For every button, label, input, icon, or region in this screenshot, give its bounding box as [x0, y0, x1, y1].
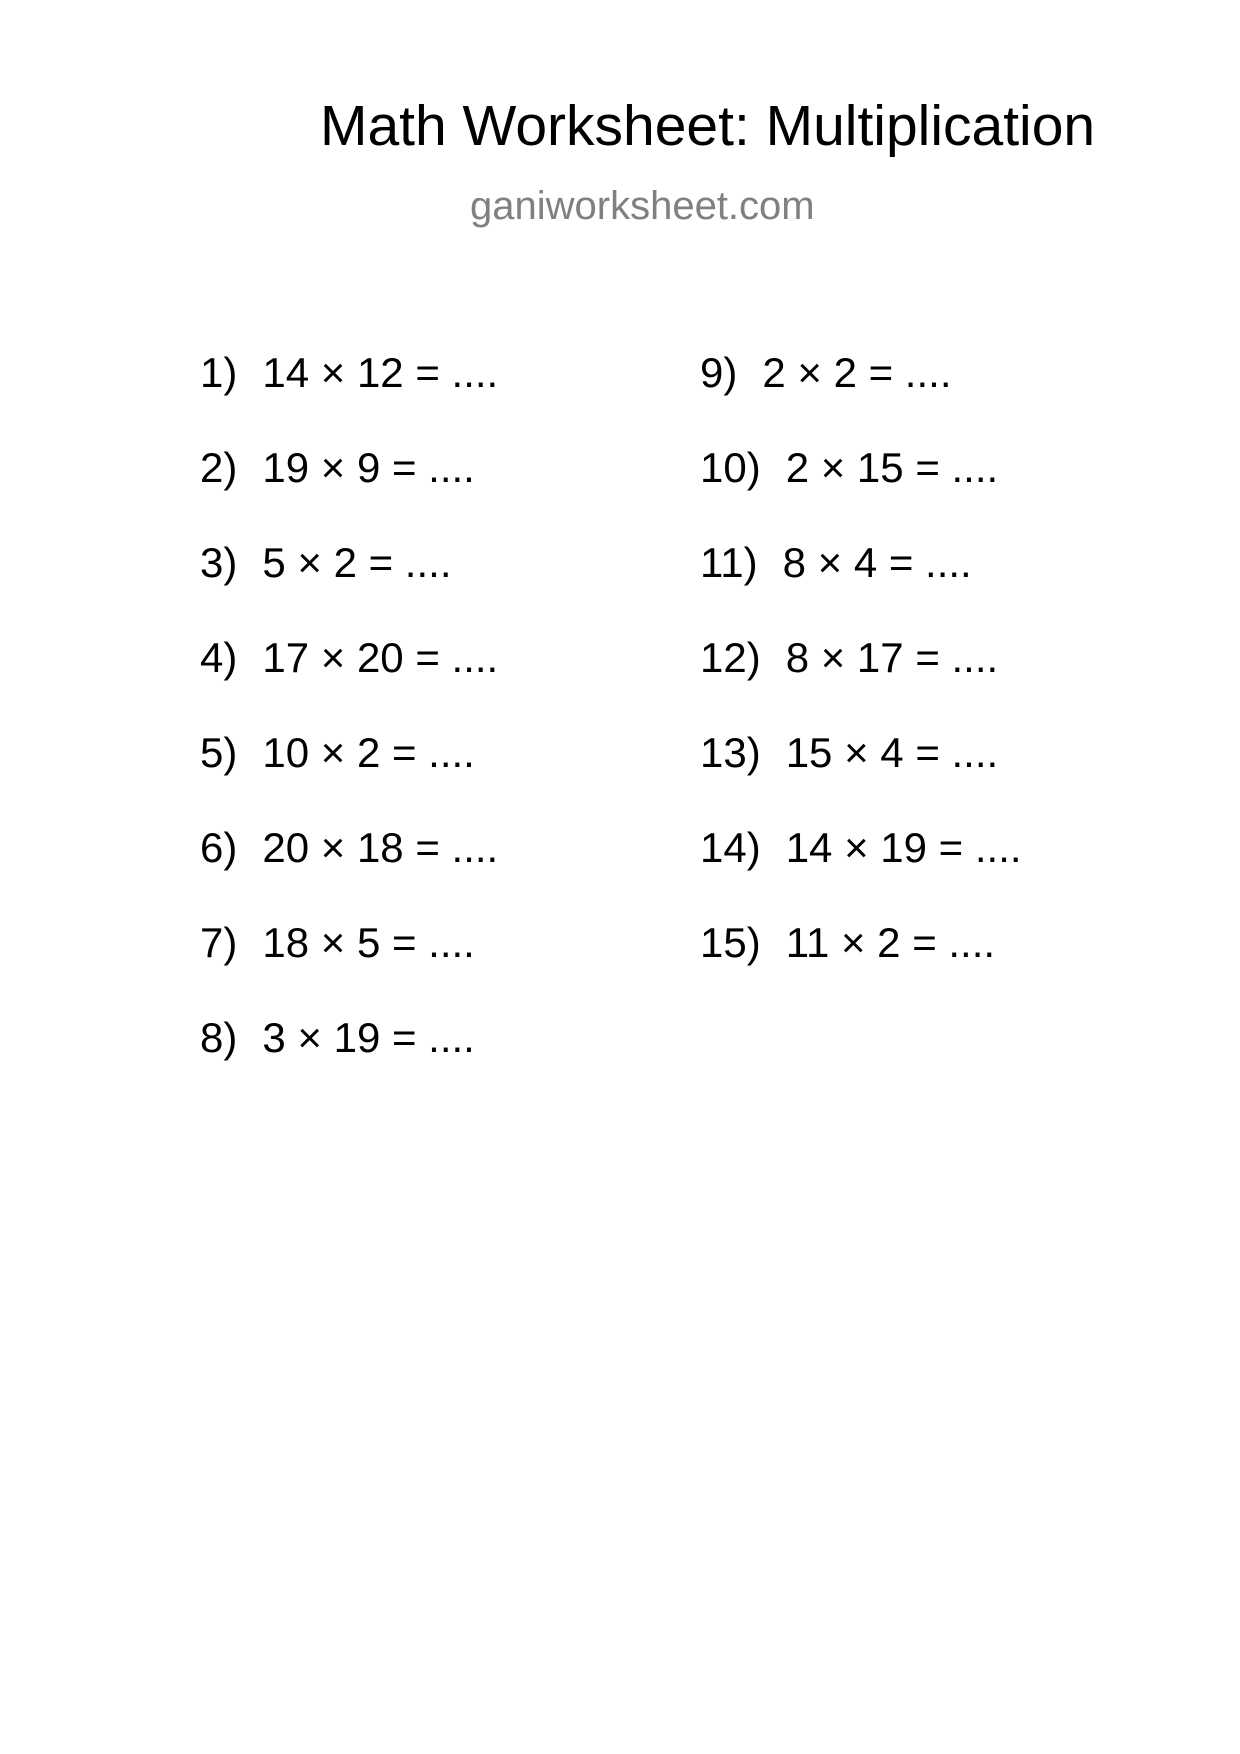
problem-expression: 2 × 15 = .... — [785, 444, 999, 491]
problem-number: 4) — [200, 634, 238, 681]
problem-expression: 15 × 4 = .... — [785, 729, 999, 776]
problem-expression: 18 × 5 = .... — [262, 919, 475, 966]
problem-number: 9) — [700, 349, 738, 396]
problem-expression: 14 × 12 = .... — [262, 349, 499, 396]
problem-item — [200, 1014, 498, 1112]
problem-item — [200, 824, 499, 922]
problem-number: 14) — [700, 824, 761, 871]
page-title: Math Worksheet: Multiplication — [320, 94, 1096, 158]
problem-item — [200, 539, 498, 637]
problem-item — [200, 729, 498, 827]
problem-number: 6) — [200, 824, 238, 871]
problem-number: 5) — [200, 729, 238, 776]
problem-expression: 17 × 20 = .... — [262, 634, 499, 681]
problem-number: 7) — [200, 919, 238, 966]
problem-number: 12) — [700, 634, 761, 681]
problem-item — [700, 824, 1022, 922]
problem-item — [700, 729, 1022, 827]
problem-number: 8) — [200, 1014, 238, 1061]
problem-number: 1) — [200, 349, 238, 396]
problem-number: 15) — [700, 919, 761, 966]
problem-number: 3) — [200, 539, 238, 586]
problem-expression: 11 × 2 = .... — [785, 919, 996, 966]
problem-expression: 20 × 18 = .... — [262, 824, 499, 871]
problem-item — [200, 349, 499, 447]
problem-expression: 8 × 4 = .... — [782, 539, 972, 586]
problem-number: 10) — [700, 444, 761, 491]
problem-item — [700, 349, 1022, 447]
problem-item — [200, 919, 498, 1017]
problem-item — [200, 634, 499, 732]
problem-list-right — [700, 349, 1022, 1017]
problem-expression: 8 × 17 = .... — [785, 634, 999, 681]
problem-number: 13) — [700, 729, 761, 776]
problem-number: 2) — [200, 444, 238, 491]
problem-expression: 3 × 19 = .... — [262, 1014, 475, 1061]
problem-item — [700, 919, 1022, 1017]
problem-expression: 10 × 2 = .... — [262, 729, 475, 776]
website-url: ganiworksheet.com — [470, 184, 815, 228]
problem-item — [700, 539, 1022, 637]
problem-expression: 2 × 2 = .... — [762, 349, 952, 396]
problem-expression: 5 × 2 = .... — [262, 539, 452, 586]
problem-number: 11) — [700, 539, 758, 586]
problem-item — [700, 444, 1022, 542]
problem-item — [200, 444, 498, 542]
problem-list-left — [200, 349, 499, 1112]
problem-expression: 14 × 19 = .... — [785, 824, 1022, 871]
problem-item — [700, 634, 1022, 732]
problem-expression: 19 × 9 = .... — [262, 444, 475, 491]
